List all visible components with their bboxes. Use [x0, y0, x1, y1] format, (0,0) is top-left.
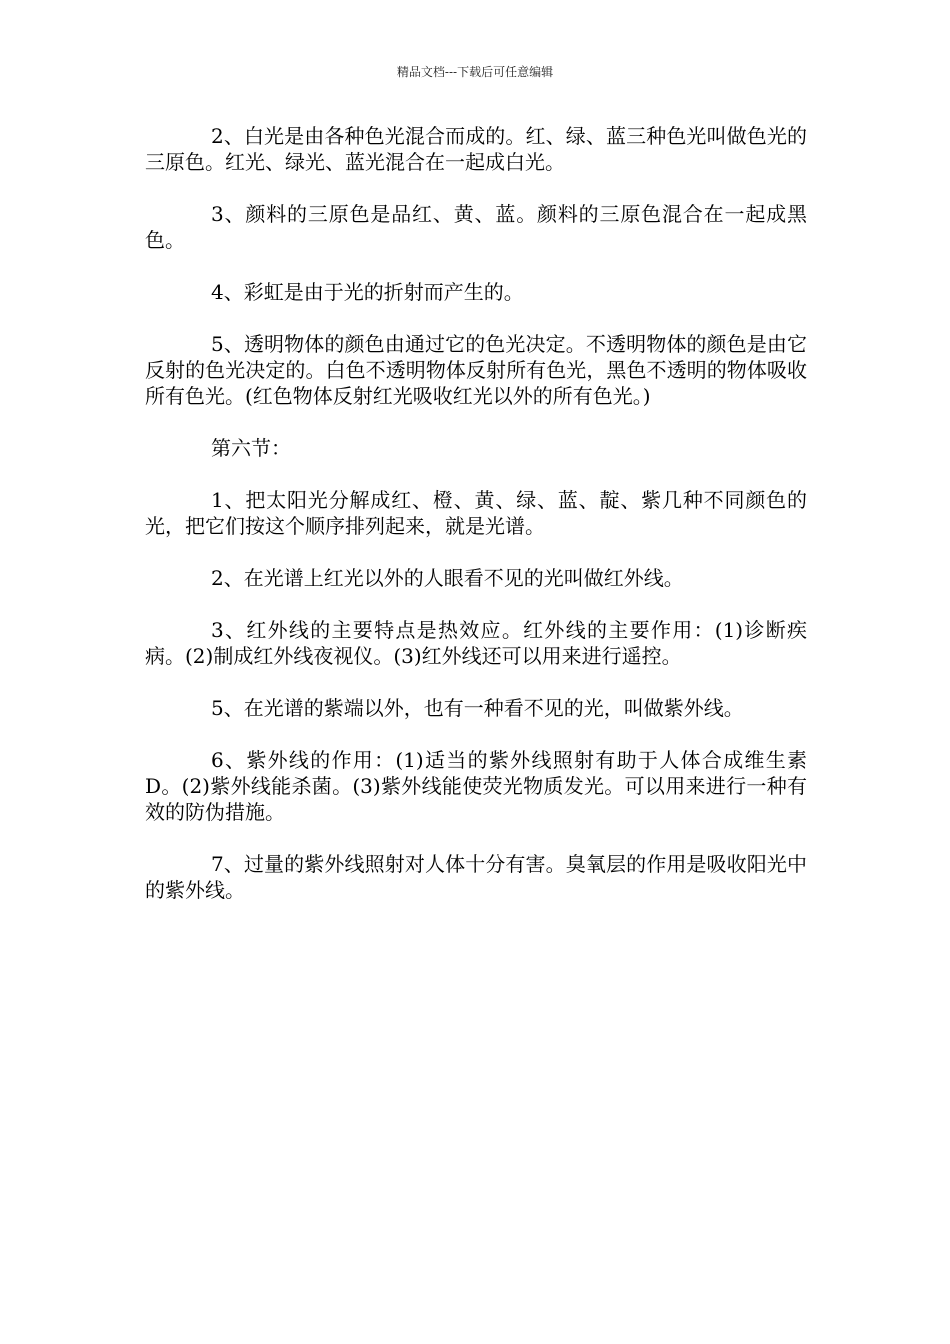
paragraph-object-color: 5、透明物体的颜色由通过它的色光决定。不透明物体的颜色是由它反射的色光决定的。白色不透明物体反射所有色光，黑色不透明的物体吸收所有色光。(红色物体反射红光吸收红光以外的所有色光。)	[145, 332, 807, 408]
section-heading: 第六节：	[211, 436, 291, 460]
paragraph-spectrum: 1、把太阳光分解成红、橙、黄、绿、蓝、靛、紫几种不同颜色的光，把它们按这个顺序排列起来，就是光谱。	[145, 488, 807, 538]
paragraph-infrared-definition: 2、在光谱上红光以外的人眼看不见的光叫做红外线。	[211, 566, 684, 590]
paragraph-ultraviolet-definition: 5、在光谱的紫端以外，也有一种看不见的光，叫做紫外线。	[211, 696, 744, 720]
paragraph-pigment-primaries: 3、颜料的三原色是品红、黄、蓝。颜料的三原色混合在一起成黑色。	[145, 202, 807, 252]
paragraph-ozone: 7、过量的紫外线照射对人体十分有害。臭氧层的作用是吸收阳光中的紫外线。	[145, 852, 807, 902]
paragraph-rainbow: 4、彩虹是由于光的折射而产生的。	[211, 280, 524, 304]
paragraph-infrared-uses: 3、红外线的主要特点是热效应。红外线的主要作用：(1)诊断疾病。(2)制成红外线夜视仪。(3)红外线还可以用来进行遥控。	[145, 618, 807, 668]
page-header: 精品文档---下载后可任意编辑	[396, 65, 554, 79]
paragraph-ultraviolet-uses: 6、紫外线的作用：(1)适当的紫外线照射有助于人体合成维生素D。(2)紫外线能杀菌。(3)紫外线能使荧光物质发光。可以用来进行一种有效的防伪措施。	[145, 748, 807, 824]
document-body	[145, 123, 807, 929]
paragraph-white-light: 2、白光是由各种色光混合而成的。红、绿、蓝三种色光叫做色光的三原色。红光、绿光、蓝光混合在一起成白光。	[145, 124, 807, 174]
